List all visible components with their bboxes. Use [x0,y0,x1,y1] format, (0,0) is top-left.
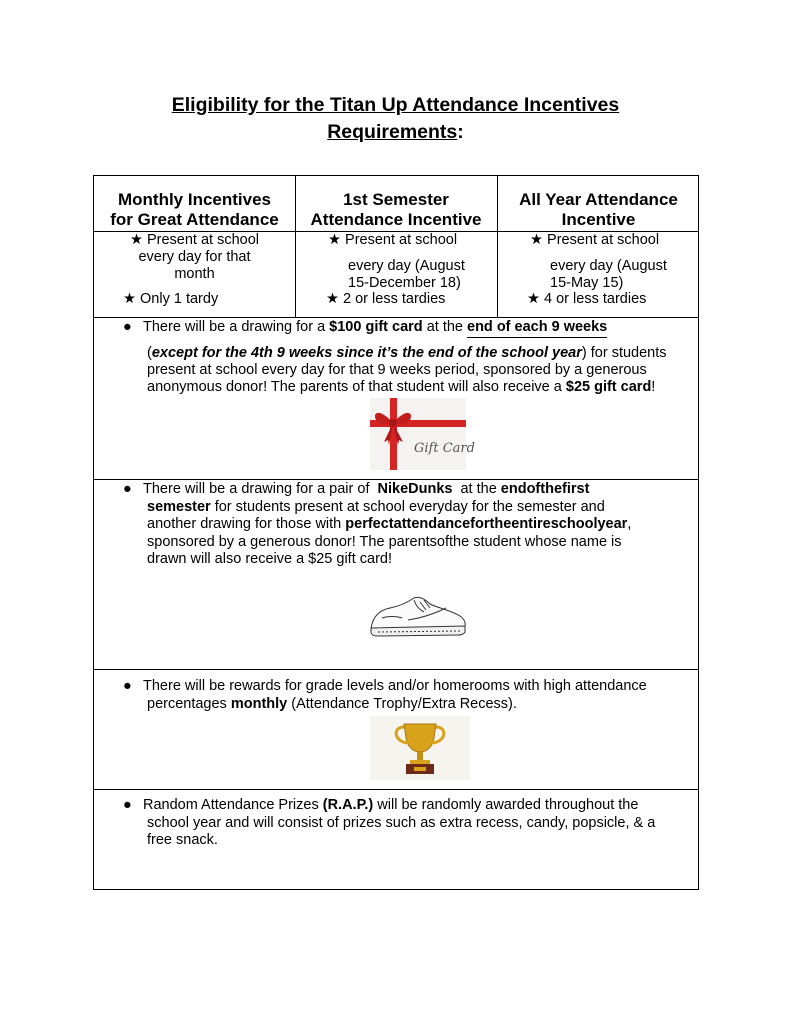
gift-card-image [370,398,475,470]
title-line2: Requirements [327,121,458,143]
gift-card-label: Gift Card [414,441,475,456]
column-header-semester [295,190,497,230]
row-divider-1 [94,317,698,318]
nike-line-3 [147,516,631,534]
all-year-requirement-1a: ★ Present at school [530,232,660,248]
all-year-requirement-2: ★ 4 or less tardies [527,291,647,307]
text: ! [651,379,656,395]
giftcard-line-1 [143,319,607,337]
text: There will be a drawing for a pair of [143,481,374,497]
text: another drawing for those with [147,516,346,532]
rewards-bullet: ● [123,678,132,694]
page-subtitle [0,121,791,144]
column-header-all-year [497,190,700,230]
title-line1: Eligibility for the Titan Up Attendance Incentives [171,94,620,116]
semester-requirement-1c: 15-December 18) [348,275,461,291]
text: will be randomly awarded throughout the [373,797,639,813]
giftcard-parent-prize: $25 gift card [565,379,652,395]
monthly-requirement-2: ★ Only 1 tardy [123,291,219,307]
rewards-line-2 [147,696,517,714]
giftcard-line-4 [147,379,655,397]
rap-line-3: free snack. [147,832,218,848]
nike-when: endofthefirst [500,481,590,497]
column-header-line: All Year Attendance [519,190,678,209]
rap-acronym: (R.A.P.) [322,797,374,813]
text: Random Attendance Prizes [143,797,323,813]
text: percentages [147,696,231,712]
nike-when-2: semester [147,499,211,515]
semester-requirement-2: ★ 2 or less tardies [326,291,446,307]
semester-requirement-1b: every day (August [348,258,465,274]
text: for students present at school everyday for the semester and [210,499,605,515]
nike-full-year: perfectattendancefortheentireschoolyear [345,516,628,532]
trophy-image [370,716,470,780]
requirement-line: every day for that [138,249,251,265]
page-title [0,94,791,117]
column-header-line: Attendance Incentive [310,210,482,229]
nike-line-4: sponsored by a generous donor! The parentsofthe student whose name is [147,534,622,550]
rewards-line-1: There will be rewards for grade levels and/or homerooms with high attendance [143,678,647,694]
sneaker-image [368,594,470,642]
rewards-frequency: monthly [230,696,288,712]
monthly-requirement-1 [94,232,295,283]
requirement-line: ★ Present at school [129,232,260,248]
incentives-table [93,175,699,890]
text: ( [147,345,152,361]
text: (Attendance Trophy/Extra Recess). [287,696,517,712]
column-header-line: for Great Attendance [110,210,279,229]
giftcard-bullet: ● [123,319,132,335]
row-divider-4 [94,789,698,790]
all-year-requirement-1b: every day (August [550,258,667,274]
text: at the [456,481,501,497]
text: anonymous donor! The parents of that student will also receive a [147,379,566,395]
rap-line-2: school year and will consist of prizes such as extra recess, candy, popsicle, & a [147,815,656,831]
column-header-line: Monthly Incentives [117,190,272,209]
nike-prize: NikeDunks [377,481,453,497]
giftcard-when: end of each 9 weeks [467,319,607,338]
semester-requirement-1a: ★ Present at school [328,232,458,248]
giftcard-exception: except for the 4th 9 weeks since it’s the end of the school year [151,345,582,361]
requirement-line: month [174,266,215,282]
nike-line-1 [143,481,589,499]
column-header-monthly [94,190,295,230]
nike-line-2 [147,499,605,517]
all-year-requirement-1c: 15-May 15) [550,275,624,291]
row-divider-3 [94,669,698,670]
giftcard-line-3: present at school every day for that 9 weeks period, sponsored by a generous [147,362,647,378]
text: at the [422,319,468,335]
giftcard-line-2 [147,345,667,363]
text: , [627,516,632,532]
title-colon: : [457,121,464,143]
text: There will be a drawing for a [143,319,330,335]
rap-line-1 [143,797,638,815]
nike-line-5: drawn will also receive a $25 gift card! [147,551,393,567]
rap-bullet: ● [123,797,132,813]
text: ) for students [581,345,667,361]
column-header-line: 1st Semester [343,190,449,209]
row-divider-2 [94,479,698,480]
giftcard-amount: $100 gift card [329,319,423,335]
column-header-line: Incentive [561,210,636,229]
nike-bullet: ● [123,481,132,497]
